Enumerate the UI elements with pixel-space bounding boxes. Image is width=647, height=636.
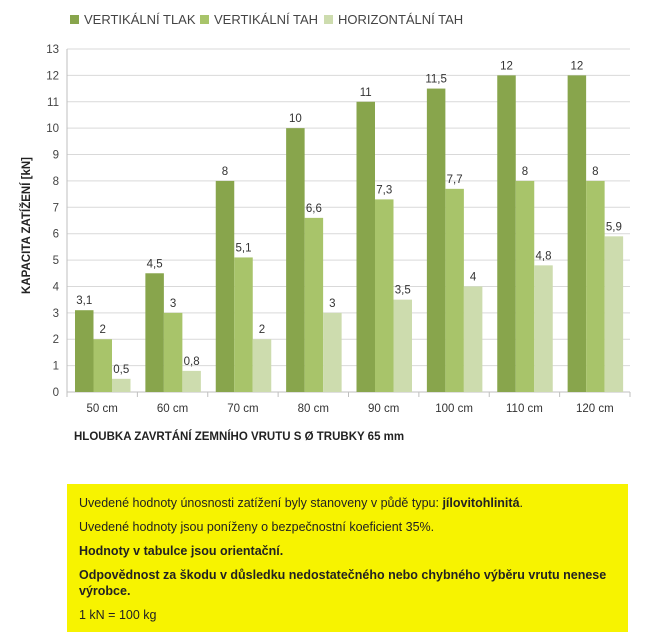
data-label: 4,8: [535, 250, 552, 263]
data-label: 10: [288, 113, 302, 126]
data-label: 3,1: [76, 295, 93, 308]
x-tick-label: 80 cm: [297, 403, 329, 415]
data-label: 3,5: [394, 284, 411, 297]
y-tick-label: 12: [46, 70, 59, 83]
bar: [75, 310, 94, 392]
bar: [357, 102, 376, 392]
bar: [464, 286, 483, 392]
bar: [164, 313, 183, 392]
notice-liability: Odpovědnost za škodu v důsledku nedostatečného nebo chybného výběru vrutu nenese výrobce.: [79, 568, 607, 598]
data-label: 4,5: [146, 258, 163, 271]
y-tick-label: 13: [46, 44, 59, 56]
data-label: 8: [221, 165, 229, 178]
data-label: 12: [500, 60, 513, 73]
y-tick-label: 11: [47, 96, 59, 109]
bar: [445, 189, 464, 392]
data-label: 5,1: [235, 242, 252, 255]
notice-orientation: Hodnoty v tabulce jsou orientační.: [79, 544, 284, 558]
bar: [394, 300, 413, 392]
y-tick-label: 1: [52, 360, 59, 373]
bar: [375, 199, 394, 392]
bar: [234, 257, 253, 392]
bar: [305, 218, 324, 392]
legend-label-vertikalni-tlak: VERTIKÁLNÍ TLAK: [84, 12, 196, 27]
bar: [94, 339, 113, 392]
x-tick-label: 50 cm: [86, 403, 118, 415]
bar: [253, 339, 272, 392]
bar: [427, 89, 446, 392]
y-axis-title: KAPACITA ZATÍŽENÍ [kN]: [21, 157, 33, 294]
data-label: 8: [521, 165, 529, 178]
bar: [605, 236, 624, 392]
y-tick-label: 8: [52, 175, 59, 188]
bar: [497, 75, 516, 392]
data-label: 7,7: [446, 173, 463, 186]
x-tick-label: 70 cm: [227, 403, 259, 415]
bar: [286, 128, 305, 392]
data-label: 5,9: [605, 221, 622, 234]
bar: [516, 181, 535, 392]
x-axis-title: HLOUBKA ZAVRTÁNÍ ZEMNÍHO VRUTU S Ø TRUBKY 65 mm: [74, 431, 405, 443]
y-tick-label: 5: [52, 255, 59, 268]
data-label: 6,6: [305, 202, 322, 215]
y-tick-label: 9: [52, 149, 59, 162]
data-label: 2: [258, 324, 266, 337]
data-label: 11,5: [425, 73, 447, 86]
data-label: 3: [329, 297, 336, 310]
y-tick-label: 2: [52, 334, 59, 347]
y-tick-label: 7: [52, 202, 59, 215]
data-label: 2: [99, 324, 106, 337]
notice-soil-type-value: jílovitohlinitá: [442, 496, 520, 510]
data-label: 3: [169, 297, 177, 310]
x-tick-label: 120 cm: [575, 403, 614, 415]
notice-soil-type: Uvedené hodnoty únosnosti zatížení byly stanoveny v půdě typu: jílovitohlinitá.: [79, 496, 524, 510]
y-tick-label: 4: [52, 281, 59, 294]
data-label: 8: [592, 165, 599, 178]
y-tick-label: 10: [46, 123, 59, 136]
y-tick-label: 3: [52, 307, 59, 320]
x-tick-label: 110 cm: [506, 403, 543, 415]
data-label: 11: [359, 86, 372, 99]
x-tick-label: 90 cm: [368, 403, 400, 415]
bar: [534, 265, 553, 392]
y-tick-label: 0: [52, 387, 59, 399]
bar: [586, 181, 605, 392]
legend-label-horizontalni-tah: HORIZONTÁLNÍ TAH: [338, 12, 464, 27]
notice-box: [67, 484, 628, 632]
notice-safety-coefficient: Uvedené hodnoty jsou poníženy o bezpečnostní koeficient 35%.: [79, 520, 435, 534]
notice-unit-conversion: 1 kN = 100 kg: [79, 608, 157, 622]
data-label: 4: [469, 271, 477, 284]
data-label: 0,5: [113, 363, 130, 376]
y-tick-label: 6: [52, 228, 59, 241]
bar: [145, 273, 164, 392]
data-label: 0,8: [183, 355, 200, 368]
data-label: 12: [570, 60, 584, 73]
x-tick-label: 60 cm: [156, 403, 189, 415]
data-label: 7,3: [376, 184, 393, 197]
bar: [568, 75, 587, 392]
bar: [323, 313, 342, 392]
legend-label-vertikalni-tah: VERTIKÁLNÍ TAH: [214, 12, 319, 27]
bar: [182, 371, 201, 392]
bar: [112, 379, 131, 392]
x-tick-label: 100 cm: [435, 403, 473, 415]
bar: [216, 181, 235, 392]
